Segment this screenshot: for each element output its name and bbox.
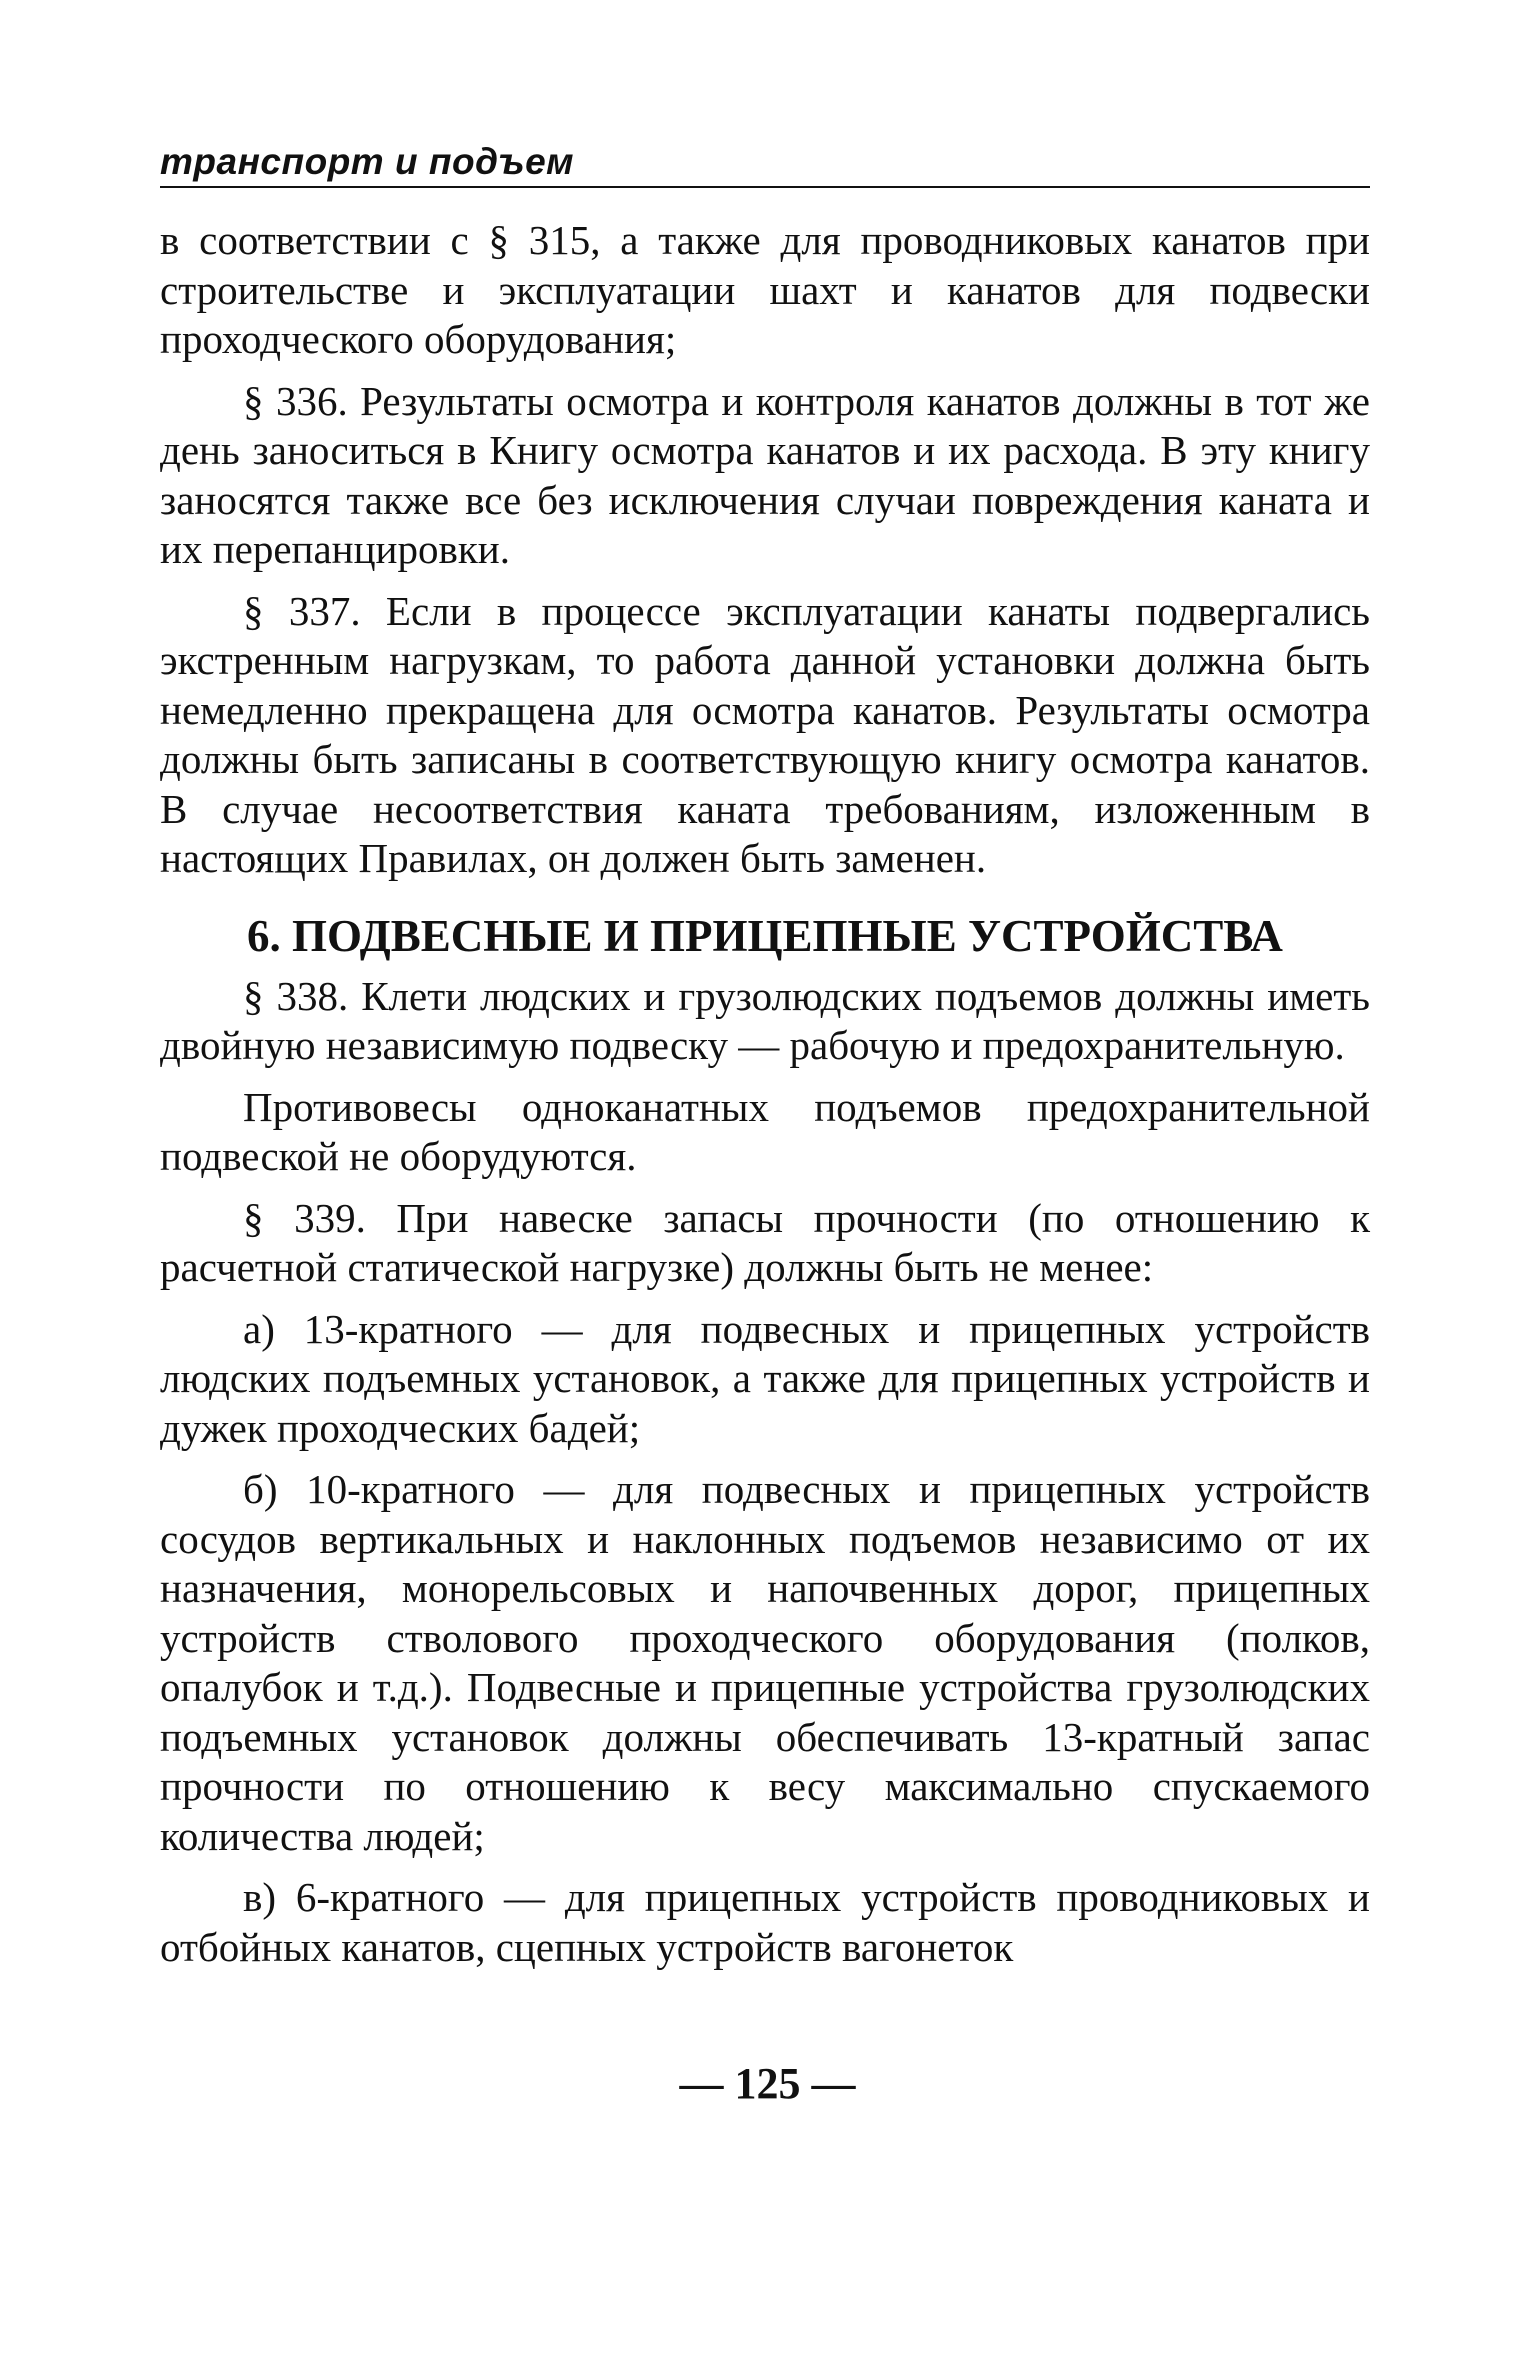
- paragraph-336: § 336. Результаты осмотра и контроля канатов должны в тот же день заноситься в Книгу осмотра канатов и их расхода. В эту книгу заносятся также все без исключения случаи повреждения каната и их перепанцировки.: [160, 377, 1370, 572]
- list-item-v: в) 6-кратного — для прицепных устройств проводниковых и отбойных канатов, сцепных устройств вагонеток: [160, 1874, 1370, 1970]
- paragraph-339: § 339. При навеске запасы прочности (по отношению к расчетной статической нагрузке) должны быть не менее:: [160, 1194, 1370, 1290]
- section-heading: 6. ПОДВЕСНЫЕ И ПРИЦЕПНЫЕ УСТРОЙСТВА: [247, 910, 1283, 961]
- paragraph-337: § 337. Если в процессе эксплуатации канаты подвергались экстренным нагрузкам, то работа данной установки должна быть немедленно прекращена для осмотра канатов. Результаты осмотра должны быть записаны в соответствующую книгу осмотра канатов. В случае несоответствия каната требованиям, изложенным в настоящих Правилах, он должен быть заменен.: [160, 587, 1370, 881]
- running-head: транспорт и подъем: [160, 140, 1370, 188]
- list-item-b: б) 10-кратного — для подвесных и прицепных устройств сосудов вертикальных и наклонных подъемов независимо от их назначения, монорельсовых и напочвенных дорог, прицепных устройств стволового проходческого оборудования (полков, опалубок и т.д.). Подвесные и прицепные устройства грузолюдских подъемных установок должны обеспечивать 13-кратный запас прочности по отношению к весу максимально спускаемого количества людей;: [160, 1466, 1370, 1859]
- book-page: [160, 140, 1370, 1984]
- page-number: — 125 —: [679, 2059, 856, 2108]
- paragraph-338: § 338. Клети людских и грузолюдских подъемов должны иметь двойную независимую подвеску — рабочую и предохранительную.: [160, 972, 1370, 1068]
- list-item-a: а) 13-кратного — для подвесных и прицепных устройств людских подъемных установок, а также для прицепных устройств и дужек проходческих бадей;: [160, 1305, 1370, 1451]
- paragraph-continuation: в соответствии с § 315, а также для проводниковых канатов при строительстве и эксплуатации шахт и канатов для подвески проходческого оборудования;: [160, 217, 1370, 362]
- paragraph-counterweights: Противовесы одноканатных подъемов предохранительной подвеской не оборудуются.: [160, 1083, 1370, 1179]
